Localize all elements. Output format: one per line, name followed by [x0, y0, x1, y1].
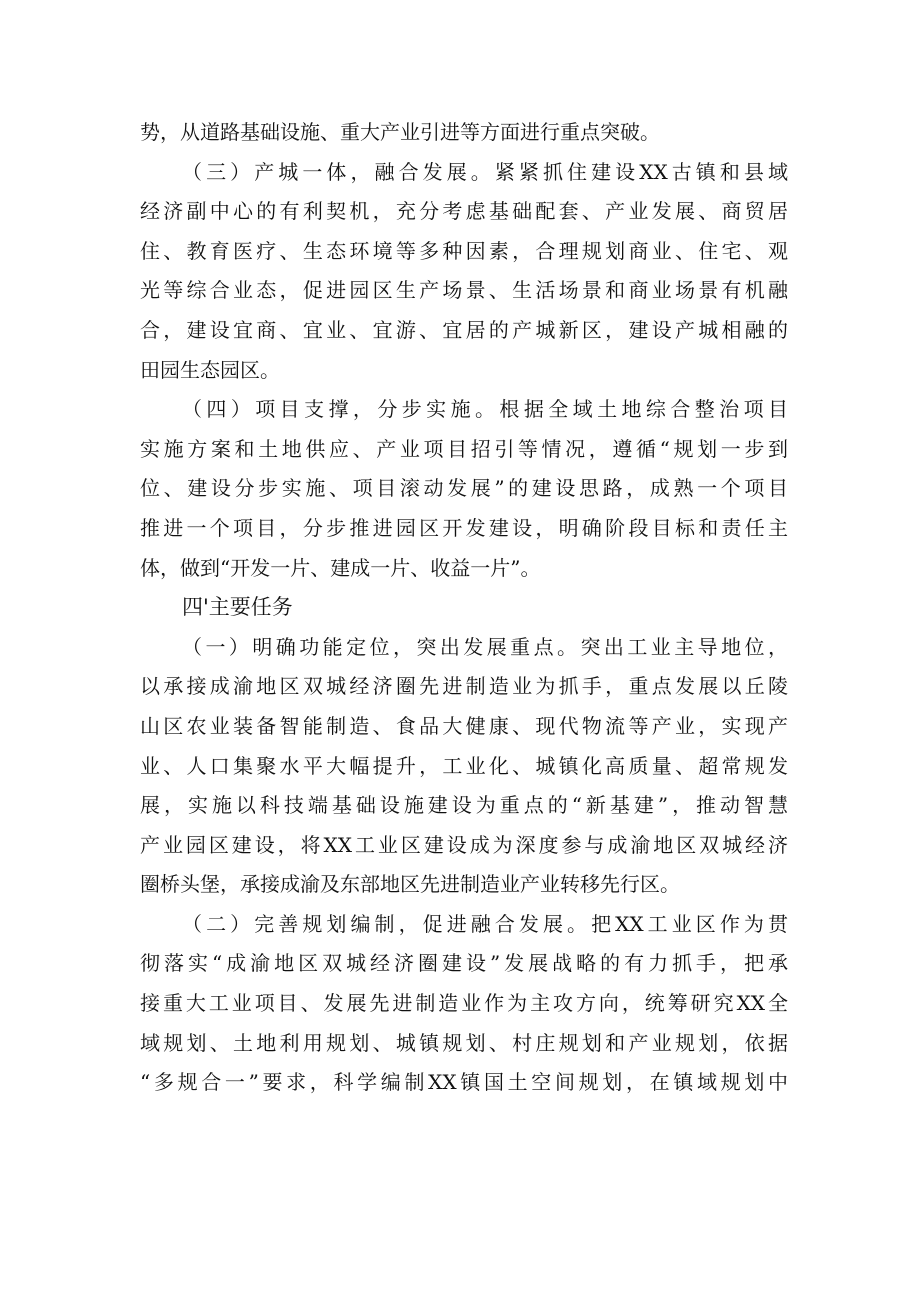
paragraph-line: 推进一个项目，分步推进园区开发建设，明确阶段目标和责任主 — [140, 515, 788, 540]
paragraph-line: 展，实施以科技端基础设施建设为重点的“新基建”，推动智慧 — [140, 793, 788, 818]
paragraph-first-line: （二）完善规划编制，促进融合发展。把XX工业区作为贯 — [182, 911, 788, 936]
paragraph-line: 实施方案和土地供应、产业项目招引等情况，遵循“规划一步到 — [140, 436, 788, 461]
paragraph-first-line: （一）明确功能定位，突出发展重点。突出工业主导地位， — [182, 634, 788, 659]
paragraph-line: 光等综合业态，促进园区生产场景、生活场景和商业场景有机融 — [140, 278, 788, 303]
paragraph-line: 圈桥头堡，承接成渝及东部地区先进制造业产业转移先行区。 — [140, 872, 680, 897]
paragraph-line: 产业园区建设，将XX工业区建设成为深度参与成渝地区双城经济 — [140, 832, 788, 857]
section-heading: 四'主要任务 — [182, 595, 293, 620]
paragraph-line: 经济副中心的有利契机，充分考虑基础配套、产业发展、商贸居 — [140, 199, 788, 224]
paragraph-first-line: （三）产城一体，融合发展。紧紧抓住建设XX古镇和县域 — [182, 159, 788, 184]
paragraph-line: 体，做到“开发一片、建成一片、收益一片”。 — [140, 555, 541, 580]
paragraph-line: 合，建设宜商、宜业、宜游、宜居的产城新区，建设产城相融的 — [140, 317, 788, 342]
paragraph-line: 彻落实“成渝地区双城经济圈建设”发展战略的有力抓手，把承 — [140, 951, 788, 976]
paragraph-line: 接重大工业项目、发展先进制造业作为主攻方向，统筹研究XX全 — [140, 991, 788, 1016]
paragraph-line: 以承接成渝地区双城经济圈先进制造业为抓手，重点发展以丘陵 — [140, 674, 788, 699]
paragraph-line: 势，从道路基础设施、重大产业引进等方面进行重点突破。 — [140, 120, 660, 144]
paragraph-first-line: （四）项目支撑，分步实施。根据全域土地综合整治项目 — [182, 397, 788, 422]
body-text — [140, 113, 788, 1103]
paragraph-line: 位、建设分步实施、项目滚动发展”的建设思路，成熟一个项目 — [140, 476, 788, 501]
paragraph-line: “多规合一”要求，科学编制XX镇国土空间规划，在镇域规划中 — [140, 1070, 788, 1095]
paragraph-line: 域规划、土地利用规划、城镇规划、村庄规划和产业规划，依据 — [140, 1030, 788, 1055]
paragraph-line: 田园生态园区。 — [140, 357, 280, 382]
paragraph-line: 住、教育医疗、生态环境等多种因素，合理规划商业、住宅、观 — [140, 238, 788, 263]
paragraph-line: 山区农业装备智能制造、食品大健康、现代物流等产业，实现产 — [140, 713, 788, 738]
paragraph-line: 业、人口集聚水平大幅提升，工业化、城镇化高质量、超常规发 — [140, 753, 788, 778]
